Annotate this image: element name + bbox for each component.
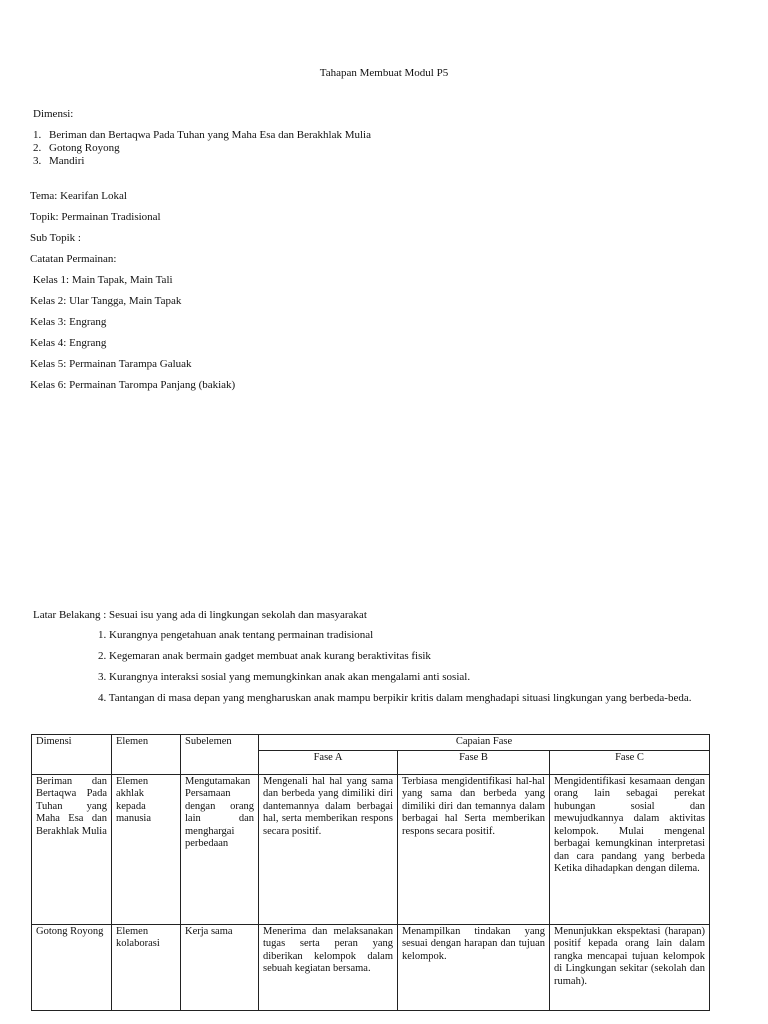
table-header-row: [32, 735, 710, 751]
kelas-6-line: Kelas 6: Permainan Tarompa Panjang (bakiak): [30, 379, 236, 391]
dimensi-item-number: 3.: [33, 155, 42, 167]
dimensi-item-number: 1.: [33, 129, 42, 141]
kelas-5-line: Kelas 5: Permainan Tarampa Galuak: [30, 358, 192, 370]
cell-dimensi: Gotong Royong: [32, 924, 112, 1010]
topik-line: Topik: Permainan Tradisional: [30, 211, 161, 223]
dimensi-item-text: Mandiri: [49, 155, 85, 167]
kelas-4-line: Kelas 4: Engrang: [30, 337, 107, 349]
page-title: Tahapan Membuat Modul P5: [319, 67, 449, 79]
latar-belakang-item: 3. Kurangnya interaksi sosial yang memungkinkan anak akan mengalami anti sosial.: [98, 671, 471, 683]
header-dimensi: Dimensi: [32, 735, 112, 775]
header-subelemen: Subelemen: [181, 735, 259, 775]
kelas-3-line: Kelas 3: Engrang: [30, 316, 107, 328]
cell-dimensi: Beriman dan Bertaqwa Pada Tuhan yang Maha Esa dan Berakhlak Mulia: [32, 774, 112, 924]
latar-belakang-item: 2. Kegemaran anak bermain gadget membuat anak kurang beraktivitas fisik: [98, 650, 431, 662]
dimensi-item: [33, 155, 371, 168]
header-elemen: Elemen: [112, 735, 181, 775]
cell-elemen: Elemen kolaborasi: [112, 924, 181, 1010]
dimensi-item: [33, 129, 371, 142]
capaian-fase-table: [31, 734, 710, 1011]
cell-fase-c: Mengidentifikasi kesamaan dengan orang lain sebagai perekat hubungan sosial dan mewujudkannya dalam aktivitas kelompok. Mulai mengenal berbagai kemungkinan interpretasi dan cara pandang yang berbeda Ketika dihadapkan dengan dilema.: [550, 774, 710, 924]
dimensi-list: [33, 129, 371, 168]
latar-belakang-list: [98, 629, 691, 713]
dimensi-item-text: Gotong Royong: [49, 142, 120, 154]
latar-belakang-label: Latar Belakang : Sesuai isu yang ada di lingkungan sekolah dan masyarakat: [33, 609, 367, 621]
kelas-1-line: Kelas 1: Main Tapak, Main Tali: [30, 274, 173, 286]
cell-fase-b: Menampilkan tindakan yang sesuai dengan harapan dan tujuan kelompok.: [398, 924, 550, 1010]
header-capaian-fase: Capaian Fase: [259, 735, 710, 751]
dimensi-item-number: 2.: [33, 142, 42, 154]
kelas-2-line: Kelas 2: Ular Tangga, Main Tapak: [30, 295, 182, 307]
cell-fase-a: Menerima dan melaksanakan tugas serta peran yang diberikan kelompok dalam sebuah kegiatan bersama.: [259, 924, 398, 1010]
catatan-permainan-line: Catatan Permainan:: [30, 253, 117, 265]
dimensi-item-text: Beriman dan Bertaqwa Pada Tuhan yang Maha Esa dan Berakhlak Mulia: [49, 129, 371, 141]
module-notes: [30, 190, 235, 400]
cell-subelemen: Kerja sama: [181, 924, 259, 1010]
table-row: [32, 924, 710, 1010]
sub-topik-line: Sub Topik :: [30, 232, 81, 244]
cell-elemen: Elemen akhlak kepada manusia: [112, 774, 181, 924]
cell-fase-a: Mengenali hal hal yang sama dan berbeda yang dimiliki diri dantemannya dalam berbagai hal, serta memberikan respons secara positif.: [259, 774, 398, 924]
header-fase-a: Fase A: [259, 750, 398, 774]
dimensi-item: [33, 142, 371, 155]
tema-line: Tema: Kearifan Lokal: [30, 190, 127, 202]
header-fase-c: Fase C: [550, 750, 710, 774]
header-fase-b: Fase B: [398, 750, 550, 774]
dimensi-label: Dimensi:: [33, 108, 74, 120]
latar-belakang-item: 4. Tantangan di masa depan yang mengharuskan anak mampu berpikir kritis dalam menghadapi situasi lingkungan yang berbeda-beda.: [98, 692, 692, 704]
table-row: [32, 774, 710, 924]
cell-fase-c: Menunjukkan ekspektasi (harapan) positif kepada orang lain dalam rangka mencapai tujuan kelompok di Lingkungan sekitar (sekolah dan rumah).: [550, 924, 710, 1010]
cell-subelemen: Mengutamakan Persamaan dengan orang lain dan menghargai perbedaan: [181, 774, 259, 924]
cell-fase-b: Terbiasa mengidentifikasi hal-hal yang sama dan berbeda yang dimiliki diri dan temannya dalam berbagai hal Serta memberikan respons secara positif.: [398, 774, 550, 924]
latar-belakang-item: 1. Kurangnya pengetahuan anak tentang permainan tradisional: [98, 629, 374, 641]
